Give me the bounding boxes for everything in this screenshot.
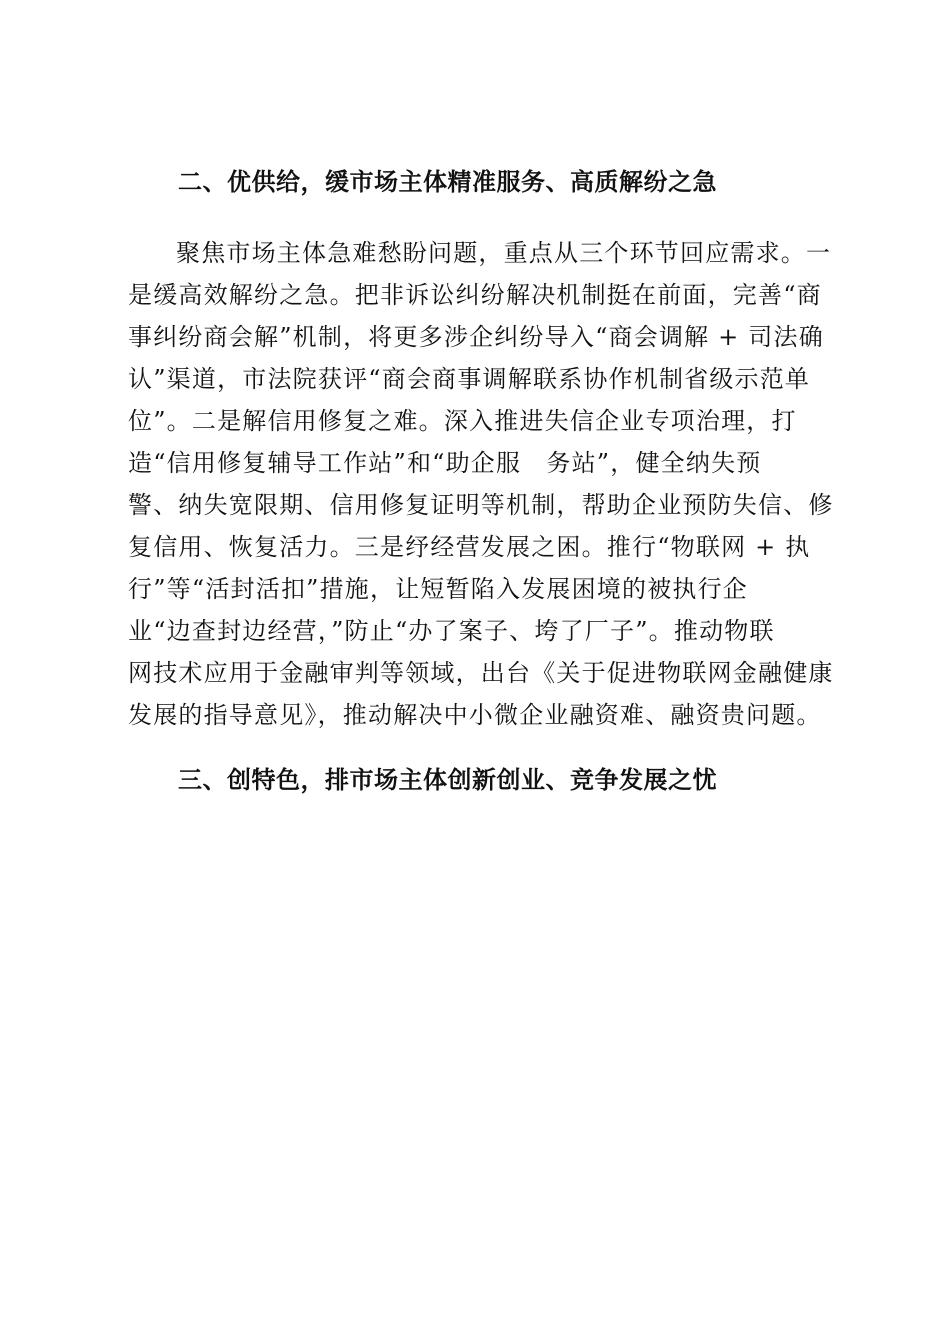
- paragraph-line: 复信用、恢复活力。三是纾经营发展之困。推行“物联网 + 执: [128, 533, 811, 561]
- paragraph-line: 聚焦市场主体急难愁盼问题，重点从三个环节回应需求。一: [176, 239, 832, 267]
- paragraph-line: 警、纳失宽限期、信用修复证明等机制，帮助企业预防失信、修: [128, 491, 834, 519]
- paragraph-line: 行”等“活封活扣”措施，让短暂陷入发展困境的被执行企: [128, 575, 749, 603]
- section-2-paragraph: [128, 232, 868, 736]
- paragraph-line: 造“信用修复辅导工作站”和“助企服 务站”，健全纳失预: [128, 449, 762, 477]
- paragraph-line: 是缓高效解纷之急。把非诉讼纠纷解决机制挺在前面，完善“商: [128, 281, 822, 309]
- paragraph-line: 位”。二是解信用修复之难。深入推进失信企业专项治理，打: [128, 407, 797, 435]
- paragraph-line: 网技术应用于金融审判等领域，出台《关于促进物联网金融健康: [128, 659, 834, 687]
- section-2-heading: 二、优供给，缓市场主体精准服务、高质解纷之急: [178, 168, 717, 196]
- paragraph-line: 发展的指导意见》，推动解决中小微企业融资难、融资贵问题。: [128, 701, 822, 729]
- paragraph-line: 认”渠道，市法院获评“商会商事调解联系协作机制省级示范单: [128, 365, 811, 393]
- section-3-heading: 三、创特色，排市场主体创新创业、竞争发展之忧: [178, 766, 717, 794]
- paragraph-line: 事纠纷商会解”机制，将更多涉企纠纷导入“商会调解 + 司法确: [128, 323, 824, 351]
- paragraph-line: 业“边查封边经营，”防止“办了案子、垮了厂子”。推动物联: [128, 617, 775, 645]
